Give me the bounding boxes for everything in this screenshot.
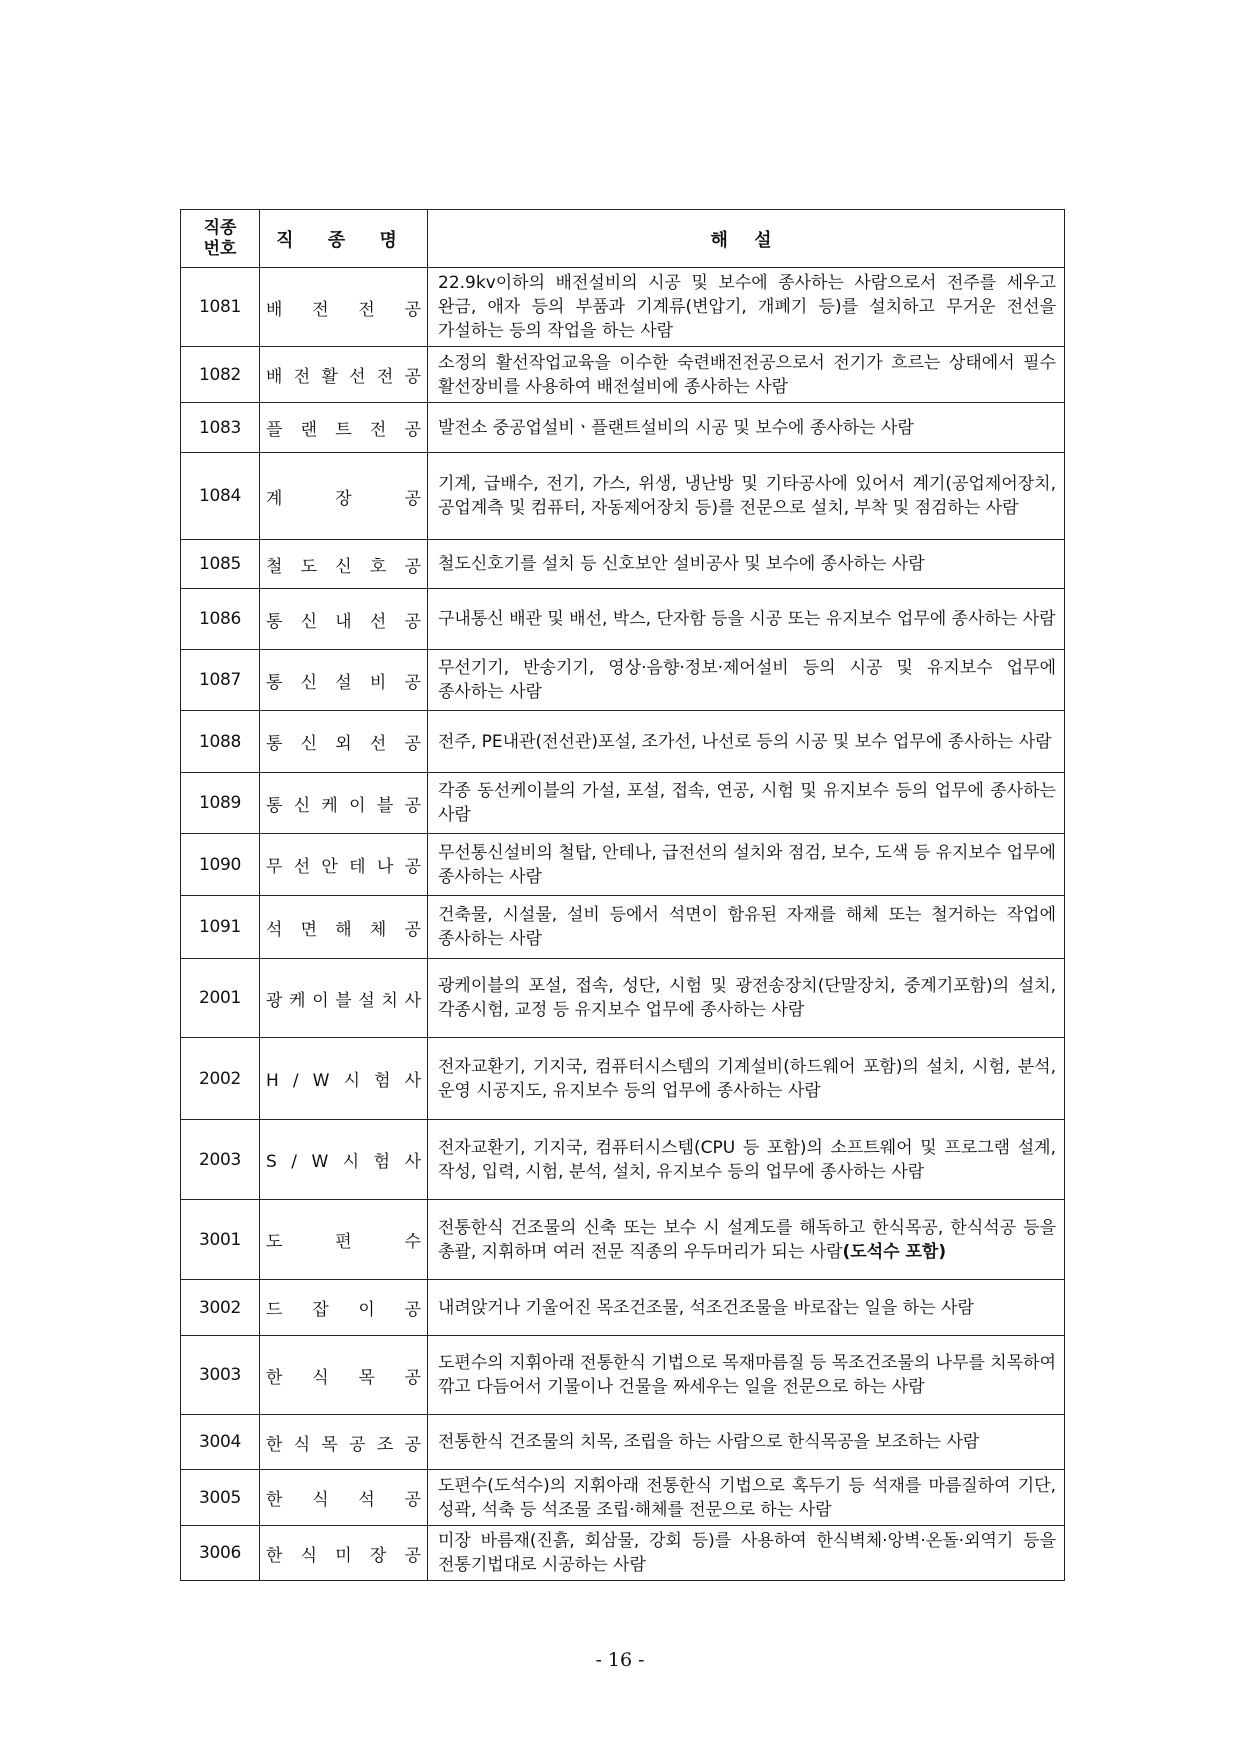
table-row (181, 1200, 1065, 1280)
row-code: 1084 (181, 453, 260, 540)
row-code: 2003 (181, 1120, 260, 1200)
row-code: 2002 (181, 1038, 260, 1120)
row-desc: 무선통신설비의 철탑, 안테나, 급전선의 설치와 점검, 보수, 도색 등 유지보수 업무에 종사하는 사람 (428, 834, 1065, 896)
row-name: 석 면 해 체 공 (260, 896, 428, 959)
row-desc: 전주, PE내관(전선관)포설, 조가선, 나선로 등의 시공 및 보수 업무에 종사하는 사람 (428, 711, 1065, 773)
row-name: H / W 시 험 사 (260, 1038, 428, 1120)
table-row (181, 711, 1065, 773)
table-row (181, 1120, 1065, 1200)
header-code-line2: 번호 (203, 238, 237, 259)
row-name: 계 장 공 (260, 453, 428, 540)
row-code: 3003 (181, 1336, 260, 1415)
row-desc: 각종 동선케이블의 가설, 포설, 접속, 연공, 시험 및 유지보수 등의 업무에 종사하는 사람 (428, 773, 1065, 834)
page-number: - 16 - (595, 1649, 645, 1671)
row-desc: 무선기기, 반송기기, 영상·음향·정보·제어설비 등의 시공 및 유지보수 업무에 종사하는 사람 (428, 650, 1065, 711)
row-desc (428, 1200, 1065, 1280)
row-code: 2001 (181, 959, 260, 1038)
row-code: 1087 (181, 650, 260, 711)
table-row (181, 1526, 1065, 1581)
row-name: 도 편 수 (260, 1200, 428, 1280)
row-code: 1090 (181, 834, 260, 896)
table-row (181, 540, 1065, 589)
row-desc: 철도신호기를 설치 등 신호보안 설비공사 및 보수에 종사하는 사람 (428, 540, 1065, 589)
row-desc: 도편수(도석수)의 지휘아래 전통한식 기법으로 혹두기 등 석재를 마름질하여 기단, 성곽, 석축 등 석조물 조립·해체를 전문으로 하는 사람 (428, 1470, 1065, 1526)
table-row (181, 773, 1065, 834)
row-name: 광 케 이 블 설 치 사 (260, 959, 428, 1038)
row-code: 1085 (181, 540, 260, 589)
table-row (181, 959, 1065, 1038)
row-desc-text: 전통한식 건조물의 신축 또는 보수 시 설계도를 해독하고 한식목공, 한식석공 등을 총괄, 지휘하며 여러 전문 직종의 우두머리가 되는 사람 (438, 1217, 1056, 1262)
row-desc: 기계, 급배수, 전기, 가스, 위생, 냉난방 및 기타공사에 있어서 계기(공업제어장치, 공업계측 및 컴퓨터, 자동제어장치 등)를 전문으로 설치, 부착 및 점검하는 사람 (428, 453, 1065, 540)
row-name: 플 랜 트 전 공 (260, 403, 428, 453)
row-name: 통 신 설 비 공 (260, 650, 428, 711)
row-name: 철 도 신 호 공 (260, 540, 428, 589)
table-row (181, 1336, 1065, 1415)
row-name: 통 신 케 이 블 공 (260, 773, 428, 834)
table-row (181, 834, 1065, 896)
row-name: 배 전 활 선 전 공 (260, 347, 428, 403)
job-type-table (180, 209, 1065, 1581)
table-header-row (181, 210, 1065, 268)
table-row (181, 589, 1065, 650)
row-name: 한 식 석 공 (260, 1470, 428, 1526)
row-name: S / W 시 험 사 (260, 1120, 428, 1200)
row-desc: 전자교환기, 기지국, 컴퓨터시스템의 기계설비(하드웨어 포함)의 설치, 시험, 분석, 운영 시공지도, 유지보수 등의 업무에 종사하는 사람 (428, 1038, 1065, 1120)
row-name: 한 식 목 공 조 공 (260, 1415, 428, 1470)
row-code: 1083 (181, 403, 260, 453)
row-name: 드 잡 이 공 (260, 1280, 428, 1336)
row-desc: 도편수의 지휘아래 전통한식 기법으로 목재마름질 등 목조건조물의 나무를 치목하여 깎고 다듬어서 기물이나 건물을 짜세우는 일을 전문으로 하는 사람 (428, 1336, 1065, 1415)
row-name: 무 선 안 테 나 공 (260, 834, 428, 896)
table-row (181, 1280, 1065, 1336)
table-row (181, 1470, 1065, 1526)
row-desc: 미장 바름재(진흙, 회삼물, 강회 등)를 사용하여 한식벽체·앙벽·온돌·외역기 등을 전통기법대로 시공하는 사람 (428, 1526, 1065, 1581)
row-desc: 내려앉거나 기울어진 목조건조물, 석조건조물을 바로잡는 일을 하는 사람 (428, 1280, 1065, 1336)
row-desc: 발전소 중공업설비ㆍ플랜트설비의 시공 및 보수에 종사하는 사람 (428, 403, 1065, 453)
row-desc: 구내통신 배관 및 배선, 박스, 단자함 등을 시공 또는 유지보수 업무에 종사하는 사람 (428, 589, 1065, 650)
row-code: 1086 (181, 589, 260, 650)
table-row (181, 403, 1065, 453)
row-code: 1091 (181, 896, 260, 959)
row-desc: 전자교환기, 기지국, 컴퓨터시스템(CPU 등 포함)의 소프트웨어 및 프로그램 설계, 작성, 입력, 시험, 분석, 설치, 유지보수 등의 업무에 종사하는 사람 (428, 1120, 1065, 1200)
row-code: 3001 (181, 1200, 260, 1280)
row-desc: 광케이블의 포설, 접속, 성단, 시험 및 광전송장치(단말장치, 중계기포함)의 설치, 각종시험, 교정 등 유지보수 업무에 종사하는 사람 (428, 959, 1065, 1038)
row-code: 1081 (181, 268, 260, 347)
header-name: 직 종 명 (260, 210, 428, 268)
table-row (181, 1415, 1065, 1470)
row-desc-bold: (도석수 포함) (842, 1241, 947, 1262)
header-code-line1: 직종 (203, 217, 237, 238)
row-desc: 22.9kv이하의 배전설비의 시공 및 보수에 종사하는 사람으로서 전주를 세우고 완금, 애자 등의 부품과 기계류(변압기, 개폐기 등)를 설치하고 무거운 전선을 가설하는 등의 작업을 하는 사람 (428, 268, 1065, 347)
row-code: 3004 (181, 1415, 260, 1470)
table-row (181, 896, 1065, 959)
header-code (181, 210, 260, 268)
row-desc: 소정의 활선작업교육을 이수한 숙련배전전공으로서 전기가 흐르는 상태에서 필수 활선장비를 사용하여 배전설비에 종사하는 사람 (428, 347, 1065, 403)
header-desc: 해 설 (428, 210, 1065, 268)
row-name: 배 전 전 공 (260, 268, 428, 347)
table-row (181, 453, 1065, 540)
table-row (181, 650, 1065, 711)
row-code: 3002 (181, 1280, 260, 1336)
row-code: 1088 (181, 711, 260, 773)
table-row (181, 1038, 1065, 1120)
table-row (181, 268, 1065, 347)
row-name: 통 신 외 선 공 (260, 711, 428, 773)
row-code: 1082 (181, 347, 260, 403)
table-row (181, 347, 1065, 403)
row-name: 통 신 내 선 공 (260, 589, 428, 650)
row-code: 1089 (181, 773, 260, 834)
row-code: 3006 (181, 1526, 260, 1581)
row-code: 3005 (181, 1470, 260, 1526)
row-desc: 전통한식 건조물의 치목, 조립을 하는 사람으로 한식목공을 보조하는 사람 (428, 1415, 1065, 1470)
row-name: 한 식 목 공 (260, 1336, 428, 1415)
row-name: 한 식 미 장 공 (260, 1526, 428, 1581)
row-desc: 건축물, 시설물, 설비 등에서 석면이 함유된 자재를 해체 또는 철거하는 작업에 종사하는 사람 (428, 896, 1065, 959)
